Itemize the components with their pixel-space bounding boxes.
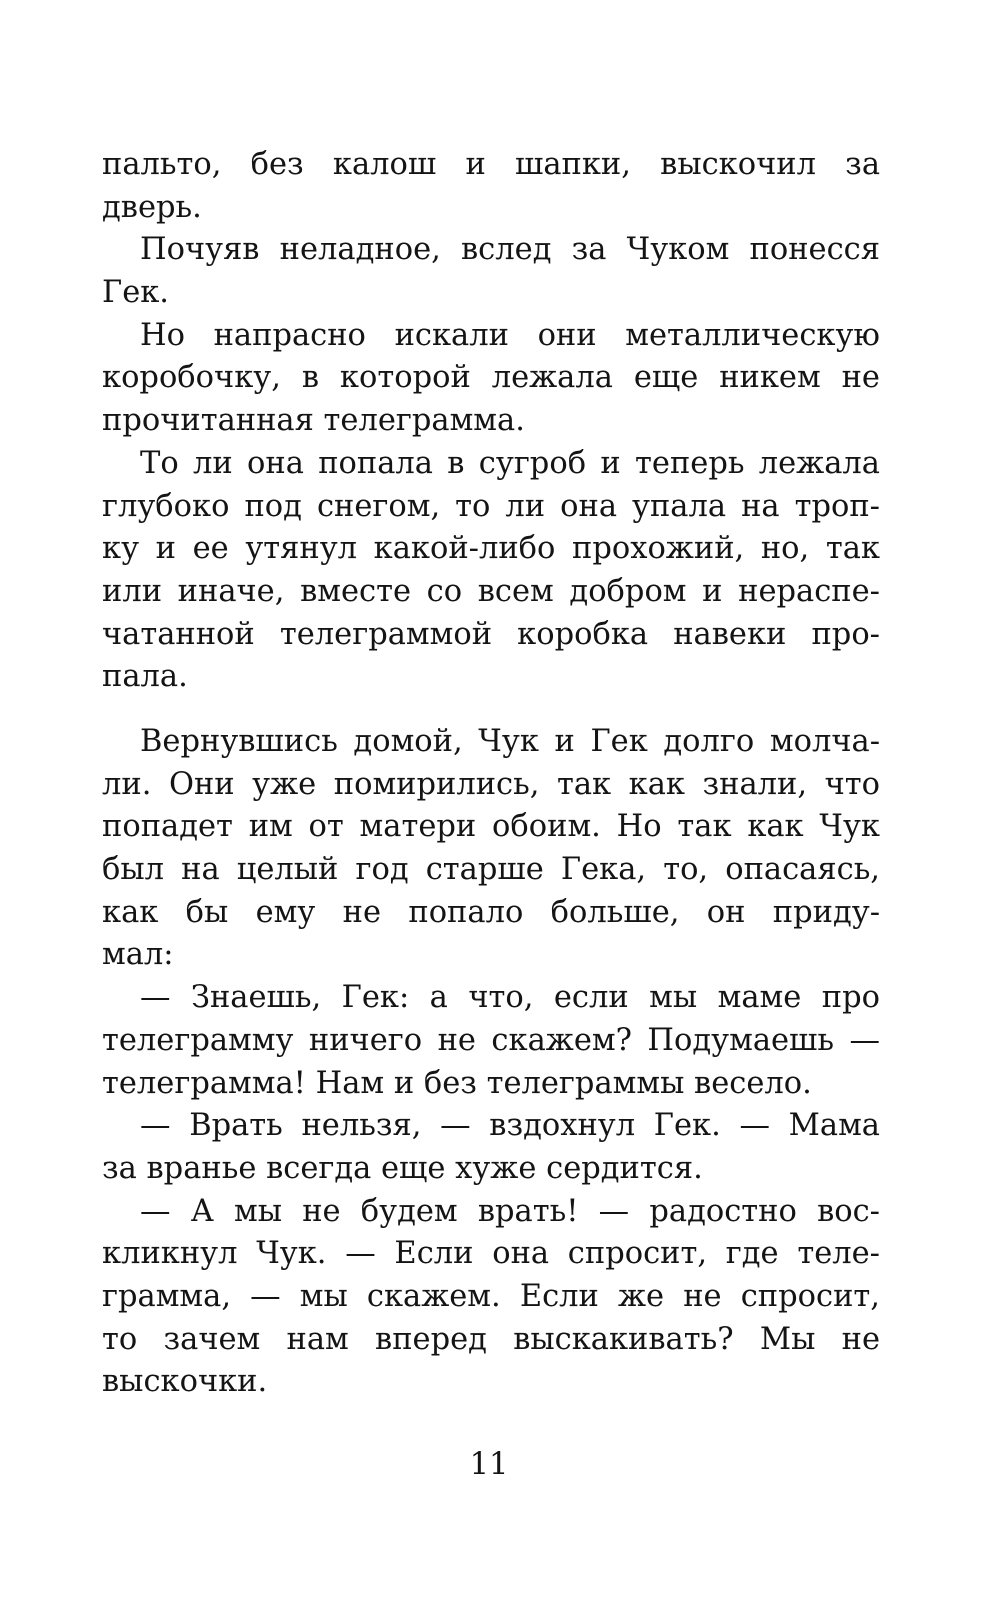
- text-line: или иначе, вместе со всем добром и нераспе-: [102, 573, 880, 609]
- dialogue-line: — Врать нельзя, — вздохнул Гек. — Мама: [140, 1108, 880, 1144]
- text-line: чатанной телеграммой коробка навеки про-: [102, 616, 880, 652]
- text-line: мал:: [102, 937, 174, 973]
- text-line: телеграмма! Нам и без телеграммы весело.: [102, 1065, 812, 1101]
- dialogue-line: — Знаешь, Гек: а что, если мы маме про: [140, 980, 880, 1016]
- text-line: за вранье всегда еще хуже сердится.: [102, 1150, 703, 1186]
- text-line: глубоко под снегом, то ли она упала на троп-: [102, 488, 880, 524]
- text-line: ку и ее утянул какой-либо прохожий, но, так: [102, 531, 880, 567]
- text-block-top: [102, 144, 880, 699]
- text-line: Гек.: [102, 275, 170, 311]
- paragraph-start-line: Но напрасно искали они металлическую: [140, 317, 880, 353]
- paragraph-start-line: Вернувшись домой, Чук и Гек долго молча-: [140, 724, 880, 759]
- text-line: был на целый год старше Гека, то, опасаясь,: [102, 852, 880, 888]
- paragraph-start-line: То ли она попала в сугроб и теперь лежала: [140, 445, 880, 481]
- text-line: кликнул Чук. — Если она спросит, где теле-: [102, 1236, 880, 1272]
- text-line: пальто, без калош и шапки, выскочил за: [102, 147, 880, 182]
- text-line: попадет им от матери обоим. Но так как Чук: [102, 809, 880, 845]
- page-number: 11: [469, 1447, 509, 1482]
- text-line: прочитанная телеграмма.: [102, 403, 525, 439]
- text-block-bottom: [102, 721, 880, 1404]
- text-line: ли. Они уже помирились, так как знали, что: [102, 766, 880, 802]
- text-line: как бы ему не попало больше, он приду-: [102, 894, 880, 930]
- text-line: дверь.: [102, 189, 202, 225]
- text-line: пала.: [102, 659, 188, 695]
- text-line: телеграмму ничего не скажем? Подумаешь —: [102, 1022, 880, 1058]
- paragraph-start-line: Почуяв неладное, вслед за Чуком понесся: [140, 232, 880, 268]
- text-line: коробочку, в которой лежала еще никем не: [102, 360, 880, 396]
- text-line: выскочки.: [102, 1364, 268, 1400]
- text-line: то зачем нам вперед выскакивать? Мы не: [102, 1321, 880, 1357]
- dialogue-line: — А мы не будем врать! — радостно вос-: [140, 1193, 880, 1229]
- text-line: грамма, — мы скажем. Если же не спросит,: [102, 1278, 880, 1314]
